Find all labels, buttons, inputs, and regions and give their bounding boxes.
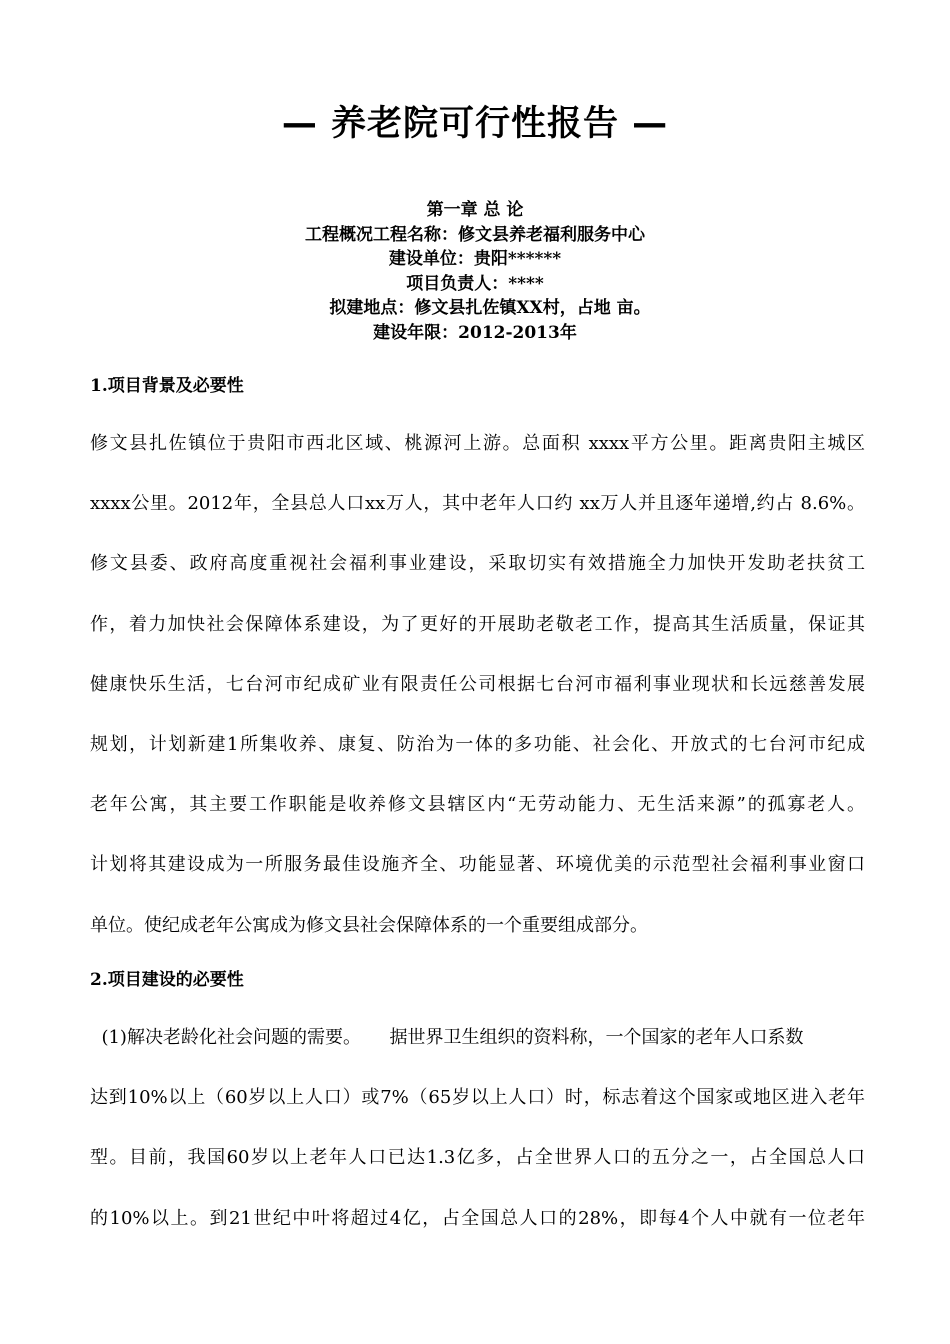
document-title: — 养老院可行性报告 —	[281, 104, 669, 144]
project-overview-block	[0, 198, 950, 345]
section-heading-background: 1.项目背景及必要性	[90, 376, 244, 396]
paragraph-line: 修文县扎佐镇位于贵阳市西北区域、桃源河上游。总面积 xxxx平方公里。距离贵阳主城区	[90, 433, 865, 454]
construction-period-line: 建设年限：2012-2013年	[373, 322, 577, 343]
chapter-heading: 第一章 总 论	[426, 200, 524, 220]
paragraph-line: xxxx公里。2012年，全县总人口xx万人，其中老年人口约 xx万人并且逐年递增,约占 8.6%。	[90, 493, 865, 515]
paragraph-line: (1)解决老龄化社会问题的需要。 据世界卫生组织的资料称，一个国家的老年人口系数	[90, 1027, 804, 1048]
paragraph-line: 作，着力加快社会保障体系建设，为了更好的开展助老敬老工作，提高其生活质量，保证其	[90, 613, 865, 635]
project-leader-line: 项目负责人：****	[406, 273, 544, 294]
site-location-line: 拟建地点：修文县扎佐镇XX村，占地 亩。	[329, 298, 651, 318]
paragraph-line: 修文县委、政府高度重视社会福利事业建设，采取切实有效措施全力加快开发助老扶贫工	[90, 553, 865, 575]
section-heading-necessity: 2.项目建设的必要性	[90, 970, 244, 990]
paragraph-line: 健康快乐生活，七台河市纪成矿业有限责任公司根据七台河市福利事业现状和长远慈善发展	[90, 673, 865, 695]
paragraph-line: 的10%以上。到21世纪中叶将超过4亿，占全国总人口的28%，即每4个人中就有一位老年	[90, 1207, 865, 1229]
paragraph-line: 单位。使纪成老年公寓成为修文县社会保障体系的一个重要组成部分。	[90, 914, 648, 936]
project-name-line: 工程概况工程名称：修文县养老福利服务中心	[305, 224, 645, 245]
paragraph-line: 达到10%以上（60岁以上人口）或7%（65岁以上人口）时，标志着这个国家或地区进入老年	[90, 1087, 865, 1109]
section-paragraph-necessity	[90, 1008, 865, 1249]
construction-unit-line: 建设单位：贵阳******	[388, 249, 562, 269]
section-paragraph-background	[90, 414, 865, 956]
paragraph-line: 型。目前，我国60岁以上老年人口已达1.3亿多，占全世界人口的五分之一，占全国总人口	[90, 1147, 865, 1169]
paragraph-line: 老年公寓，其主要工作职能是收养修文县辖区内“无劳动能力、无生活来源”的孤寡老人。	[90, 794, 865, 816]
paragraph-line: 计划将其建设成为一所服务最佳设施齐全、功能显著、环境优美的示范型社会福利事业窗口	[90, 854, 865, 876]
paragraph-line: 规划，计划新建1所集收养、康复、防治为一体的多功能、社会化、开放式的七台河市纪成	[90, 733, 865, 755]
